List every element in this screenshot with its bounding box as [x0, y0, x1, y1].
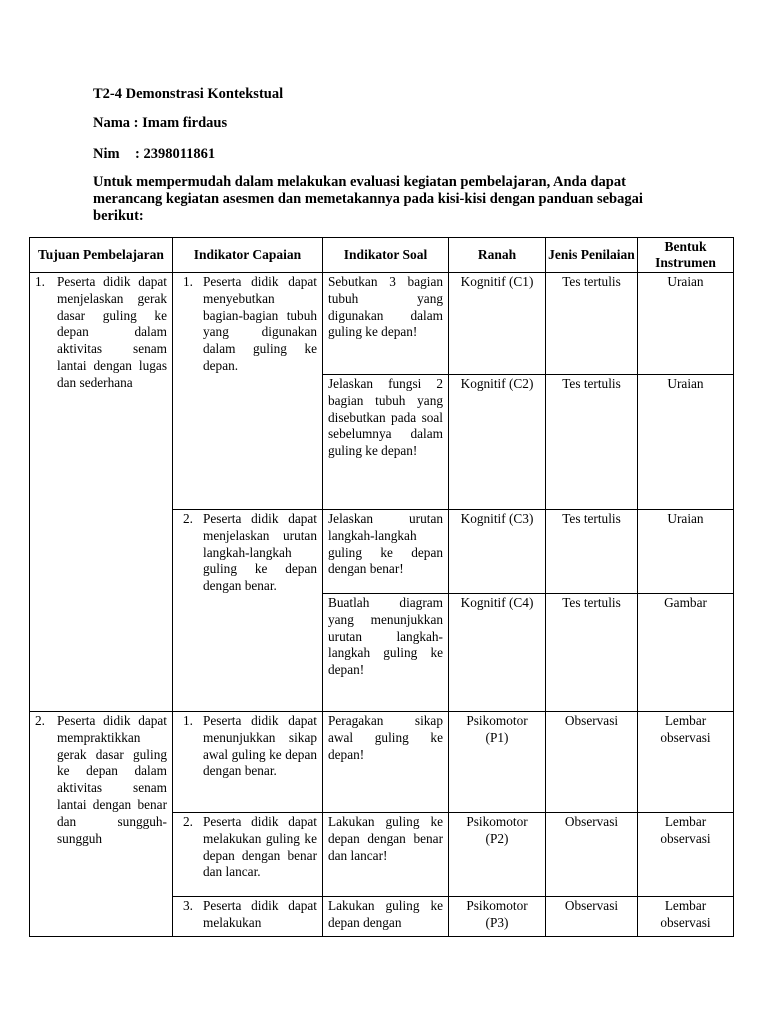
ranah-cell: Kognitif (C1)	[449, 273, 546, 375]
ranah-cell: Psikomotor (P1)	[449, 712, 546, 813]
table-row	[30, 273, 734, 375]
ranah-cell: Kognitif (C3)	[449, 510, 546, 594]
ranah-cell: Psikomotor (P2)	[449, 813, 546, 897]
jenis-cell: Observasi	[546, 897, 638, 937]
indicator-cell: 1. Peserta didik dapat menyebutkan bagian-bagian tubuh yang digunakan dalam guling ke depan.	[173, 273, 323, 510]
indicator-cell: 1. Peserta didik dapat menunjukkan sikap awal guling ke depan dengan benar.	[173, 712, 323, 813]
soal-cell: Buatlah diagram yang menunjukkan urutan langkah-langkah guling ke depan!	[323, 594, 449, 712]
col-header-indikator-soal: Indikator Soal	[323, 238, 449, 273]
soal-cell: Peragakan sikap awal guling ke depan!	[323, 712, 449, 813]
table-header-row	[30, 238, 734, 273]
student-nim	[93, 146, 215, 163]
jenis-cell: Tes tertulis	[546, 594, 638, 712]
col-header-indikator-capaian: Indikator Capaian	[173, 238, 323, 273]
document-title: T2-4 Demonstrasi Kontekstual	[93, 86, 284, 102]
indicator-text: Peserta didik dapat melakukan guling ke depan dengan benar dan lancar.	[203, 814, 317, 880]
nim-value: : 2398011861	[135, 146, 216, 162]
bentuk-cell: Lembar observasi	[638, 897, 734, 937]
jenis-cell: Tes tertulis	[546, 375, 638, 510]
ranah-cell: Kognitif (C4)	[449, 594, 546, 712]
soal-cell: Lakukan guling ke depan dengan benar dan lancar!	[323, 813, 449, 897]
goal-cell: 1. Peserta didik dapat menjelaskan gerak dasar guling ke depan dalam aktivitas senam lantai dengan lugas dan sederhana	[30, 273, 173, 712]
table-row	[30, 712, 734, 813]
indicator-cell: 3. Peserta didik dapat melakukan	[173, 897, 323, 937]
assessment-grid-table	[29, 237, 734, 937]
soal-cell: Sebutkan 3 bagian tubuh yang digunakan dalam guling ke depan!	[323, 273, 449, 375]
soal-cell: Jelaskan fungsi 2 bagian tubuh yang disebutkan pada soal sebelumnya dalam guling ke depan!	[323, 375, 449, 510]
bentuk-cell: Uraian	[638, 510, 734, 594]
indicator-text: Peserta didik dapat menjelaskan urutan langkah-langkah guling ke depan dengan benar.	[203, 511, 317, 594]
indicator-text: Peserta didik dapat menyebutkan bagian-bagian tubuh yang digunakan dalam guling ke depan.	[203, 274, 317, 373]
bentuk-cell: Gambar	[638, 594, 734, 712]
jenis-cell: Tes tertulis	[546, 273, 638, 375]
indicator-text: Peserta didik dapat menunjukkan sikap awal guling ke depan dengan benar.	[203, 713, 317, 779]
soal-cell: Jelaskan urutan langkah-langkah guling ke depan dengan benar!	[323, 510, 449, 594]
goal-cell: 2. Peserta didik dapat mempraktikkan gerak dasar guling ke depan dalam aktivitas senam lantai dengan benar dan sungguh-sungguh	[30, 712, 173, 937]
soal-cell: Lakukan guling ke depan dengan	[323, 897, 449, 937]
jenis-cell: Observasi	[546, 813, 638, 897]
col-header-ranah: Ranah	[449, 238, 546, 273]
intro-paragraph: Untuk mempermudah dalam melakukan evaluasi kegiatan pembelajaran, Anda dapat merancang kegiatan asesmen dan memetakannya pada kisi-kisi dengan panduan sebagai berikut:	[93, 174, 643, 224]
jenis-cell: Tes tertulis	[546, 510, 638, 594]
bentuk-cell: Uraian	[638, 273, 734, 375]
ranah-cell: Psikomotor (P3)	[449, 897, 546, 937]
indicator-text: Peserta didik dapat melakukan	[203, 898, 317, 930]
student-name: Nama : Imam firdaus	[93, 115, 228, 131]
ranah-cell: Kognitif (C2)	[449, 375, 546, 510]
nim-label: Nim	[93, 146, 120, 162]
jenis-cell: Observasi	[546, 712, 638, 813]
col-header-tujuan: Tujuan Pembelajaran	[30, 238, 173, 273]
col-header-bentuk-instrumen: Bentuk Instrumen	[638, 238, 734, 273]
indicator-cell: 2. Peserta didik dapat melakukan guling ke depan dengan benar dan lancar.	[173, 813, 323, 897]
goal-text: Peserta didik dapat menjelaskan gerak dasar guling ke depan dalam aktivitas senam lantai dengan lugas dan sederhana	[57, 274, 167, 390]
col-header-jenis-penilaian: Jenis Penilaian	[546, 238, 638, 273]
bentuk-cell: Uraian	[638, 375, 734, 510]
indicator-cell: 2. Peserta didik dapat menjelaskan urutan langkah-langkah guling ke depan dengan benar.	[173, 510, 323, 712]
bentuk-cell: Lembar observasi	[638, 813, 734, 897]
bentuk-cell: Lembar observasi	[638, 712, 734, 813]
goal-text: Peserta didik dapat mempraktikkan gerak dasar guling ke depan dalam aktivitas senam lantai dengan benar dan sungguh-sungguh	[57, 713, 167, 846]
